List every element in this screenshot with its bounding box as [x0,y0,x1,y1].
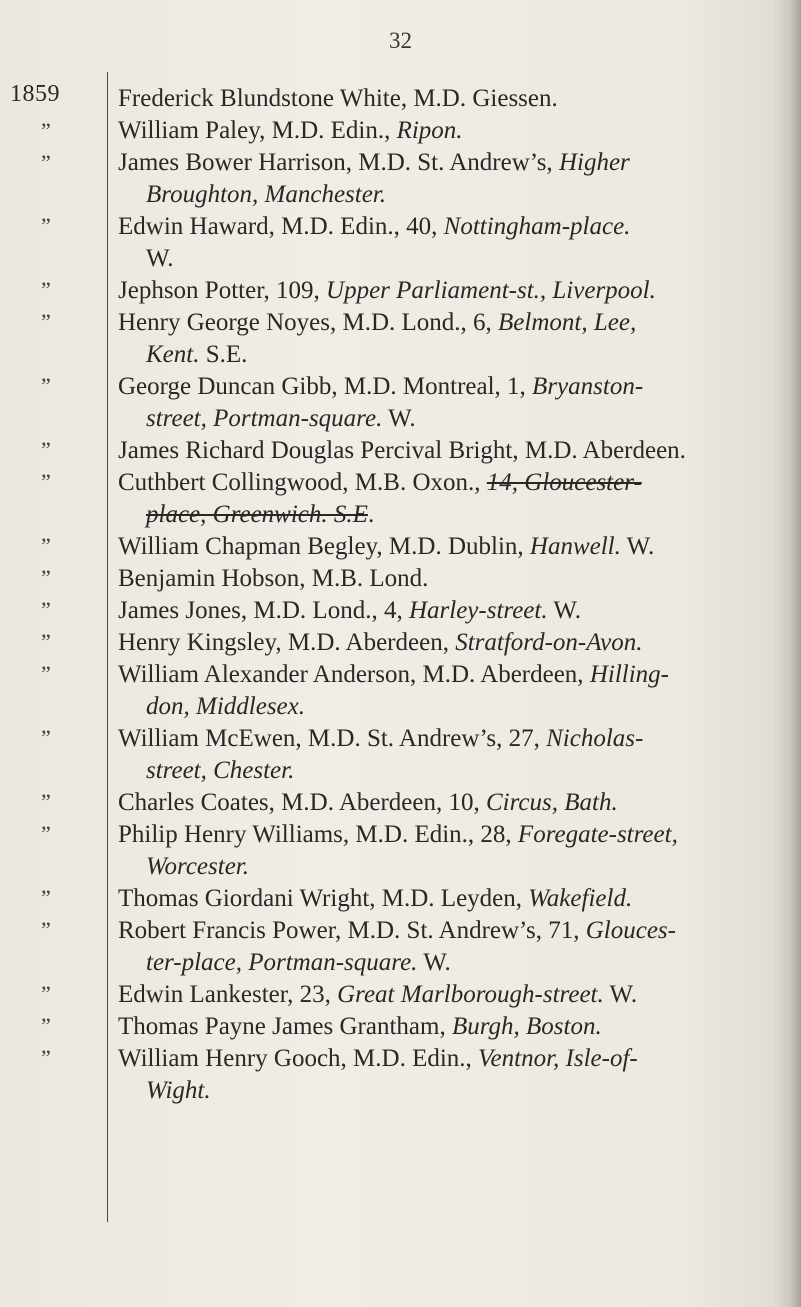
entry-text: Edwin Haward, M.D. Edin., 40, [118,213,444,240]
entry-line [118,116,463,146]
entry-place: Great Marlborough-street. [337,981,604,1008]
entry-text: George Duncan Gibb, M.D. Montreal, 1, [118,373,533,400]
ditto-mark: ” [41,373,51,398]
entry-text: Jephson Potter, 109, [118,277,327,304]
entry-place: Wakefield. [528,885,633,912]
ditto-mark: ” [41,437,51,462]
ditto-mark: ” [41,821,51,846]
entry-text: William Henry Gooch, M.D. Edin., [118,1045,479,1072]
entry-text: Charles Coates, M.D. Aberdeen, 10, [118,789,486,816]
entry-place: don, Middlesex. [146,693,305,720]
ditto-mark: ” [41,885,51,910]
entry-place: Broughton, Manchester. [146,181,387,208]
entry-place: ter-place, Portman-square. [146,949,418,976]
entry-line [118,916,676,946]
ditto-mark: ” [41,917,51,942]
entry-place: Bryanston- [532,373,644,400]
entry-line [146,500,374,530]
entry-text: James Richard Douglas Percival Bright, M.D. Aberdeen. [118,437,686,464]
entry-line [146,1076,211,1106]
margin-rule [107,72,108,1222]
ditto-mark: ” [41,309,51,334]
margin-year: 1859 [10,81,60,107]
entry-line [118,532,654,562]
entry-district: W. [603,981,638,1008]
ditto-mark: ” [41,277,51,302]
entry-text: Thomas Giordani Wright, M.D. Leyden, [118,885,529,912]
entry-district: . [367,501,375,528]
entry-place: Harley-street. [408,597,548,624]
ditto-mark: ” [41,1013,51,1038]
entry-district: W. [620,533,655,560]
entry-place: Higher [558,149,630,176]
ditto-mark: ” [41,981,51,1006]
struck-address: place, Greenwich. S.E [146,501,368,528]
page-number: 32 [389,28,412,53]
entry-line [118,724,643,754]
entry-place: Foregate-street, [517,821,678,848]
ditto-mark: ” [41,629,51,654]
entry-line [146,180,386,210]
entry-district: W. [382,405,416,432]
entry-line [118,980,637,1010]
entry-text: William Alexander Anderson, M.D. Aberdeen, [118,661,590,688]
entry-line [146,404,416,434]
ditto-mark: ” [41,789,51,814]
entry-line [118,596,581,626]
entry-place: Ventnor, Isle-of- [478,1045,638,1072]
entry-line [146,244,174,274]
entry-text: William Chapman Begley, M.D. Dublin, [118,533,530,560]
entry-line [118,1044,638,1074]
entry-place: Belmont, Lee, [498,309,637,336]
ditto-mark: ” [41,1045,51,1070]
entry-place: Hanwell. [529,533,621,560]
ditto-mark: ” [41,533,51,558]
ditto-mark: ” [41,469,51,494]
entry-text: William McEwen, M.D. St. Andrew’s, 27, [118,725,547,752]
entry-text: James Bower Harrison, M.D. St. Andrew’s, [118,149,559,176]
ditto-mark: ” [41,213,51,238]
entry-place: Burgh, Boston. [451,1013,602,1040]
entry-line [118,660,669,690]
entry-text: William Paley, M.D. Edin., [118,117,397,144]
entry-text: Edwin Lankester, 23, [118,981,338,1008]
entry-text: Henry Kingsley, M.D. Aberdeen, [118,629,456,656]
entry-text: Benjamin Hobson, M.B. Lond. [118,565,429,592]
entry-line [118,148,630,178]
entry-place: street, Chester. [146,757,295,784]
entry-text: Cuthbert Collingwood, M.B. Oxon., [118,469,487,496]
entry-text: Robert Francis Power, M.D. St. Andrew’s, 71, [118,917,586,944]
entry-line [118,436,686,466]
entry-text: Philip Henry Williams, M.D. Edin., 28, [118,821,518,848]
entry-place: street, Portman-square. [146,405,383,432]
entry-place: Wight. [146,1077,211,1104]
entry-place: Glouces- [585,917,676,944]
entry-line [118,628,642,658]
entry-place: Worcester. [146,853,250,880]
entry-line [146,852,249,882]
entry-line [146,948,451,978]
entry-line [118,84,558,114]
entry-line [118,276,656,306]
entry-district: S.E. [199,341,248,368]
entry-district: W. [417,949,451,976]
entry-text: Frederick Blundstone White, M.D. Giessen. [118,85,558,112]
entry-place: Ripon. [396,117,463,144]
entry-line [118,820,678,850]
entry-line [146,756,294,786]
entry-text: James Jones, M.D. Lond., 4, [118,597,409,624]
ditto-mark: ” [41,150,51,175]
ditto-mark: ” [41,725,51,750]
entry-line [118,308,636,338]
entry-place: Stratford-on-Avon. [455,629,643,656]
entry-text: W. [146,245,174,272]
ditto-mark: ” [41,597,51,622]
entry-place: Kent. [146,341,200,368]
entry-line [146,340,247,370]
entry-line [118,564,428,594]
struck-address: 14, Gloucester- [486,469,642,496]
entry-line [118,372,643,402]
entry-district: W. [547,597,581,624]
ditto-mark: ” [41,118,51,143]
entry-text: Thomas Payne James Grantham, [118,1013,452,1040]
entry-line [118,788,618,818]
entry-line [118,468,642,498]
entry-place: Circus, Bath. [485,789,618,816]
entry-place: Hilling- [589,661,669,688]
ditto-mark: ” [41,661,51,686]
entry-line [146,692,305,722]
entry-place: Upper Parliament-st., Liverpool. [326,277,656,304]
page-edge-shadow [773,0,801,1307]
entry-place: Nottingham-place. [443,213,631,240]
entry-line [118,1012,602,1042]
ditto-mark: ” [41,565,51,590]
entry-line [118,884,632,914]
entry-line [118,212,630,242]
entry-place: Nicholas- [546,725,644,752]
entry-text: Henry George Noyes, M.D. Lond., 6, [118,309,499,336]
